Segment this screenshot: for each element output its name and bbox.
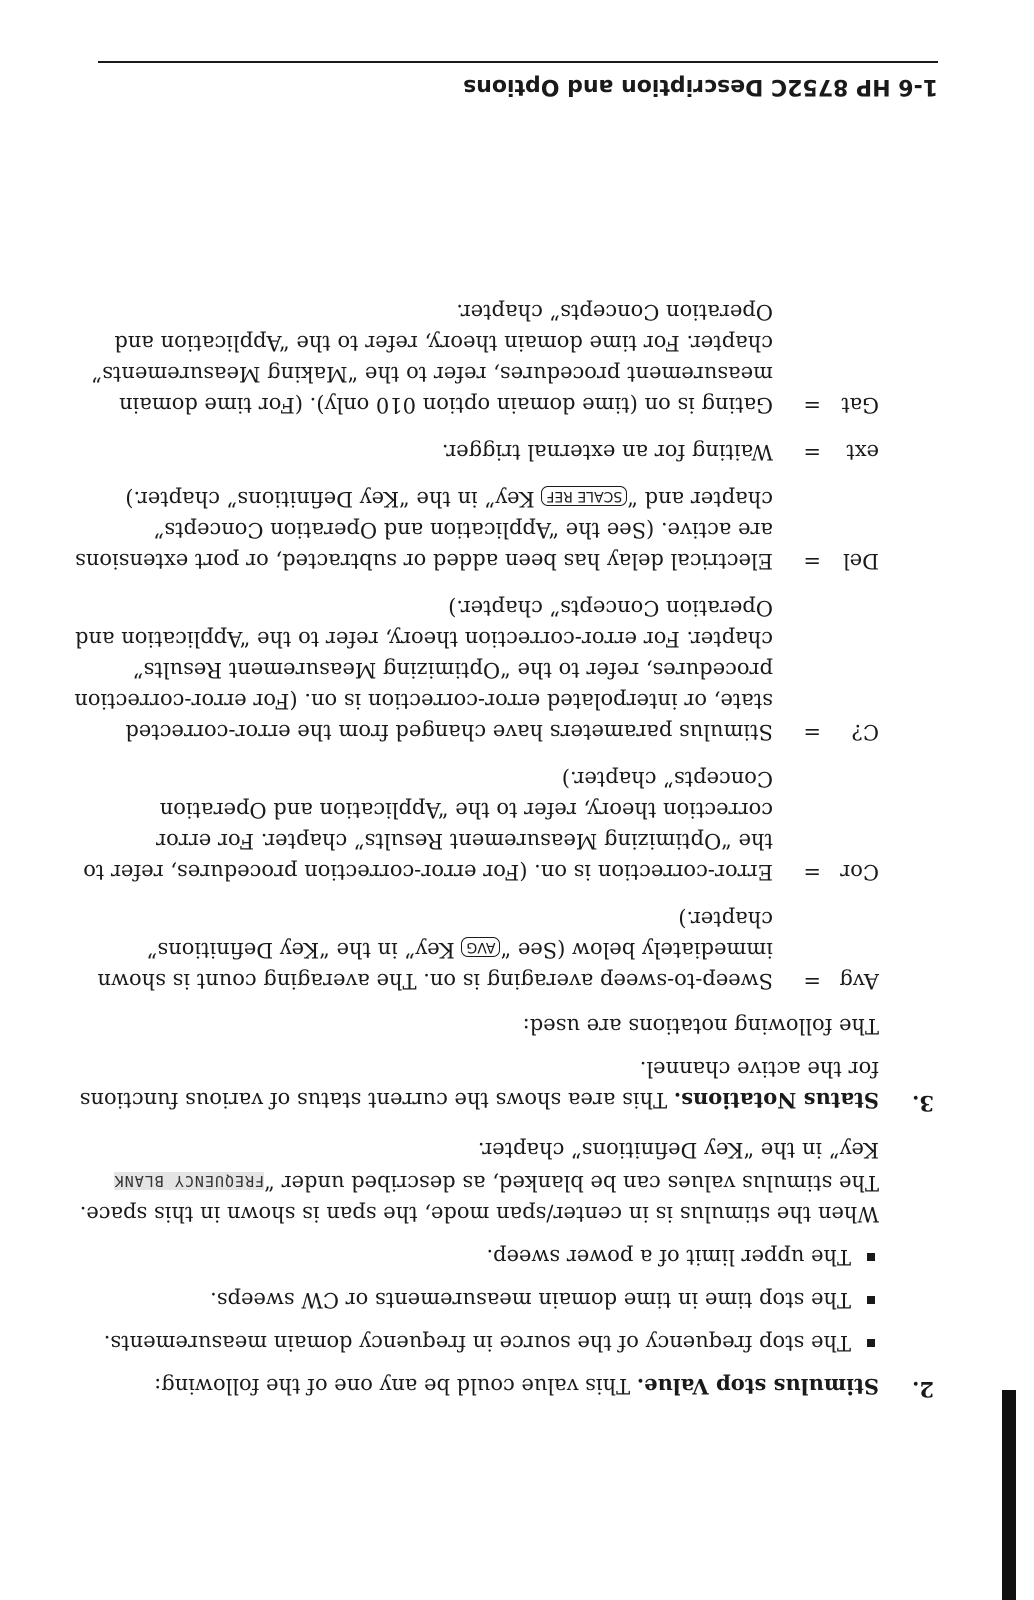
- notation-row-avg: [74, 887, 879, 996]
- bullet-item: The upper limit of a power sweep.: [74, 1241, 879, 1272]
- notation-description: Gating is on (time domain option 010 only). (For time domain measurement procedures, refer to the “Making Measurements” chapter. For time domain theory, refer to the “Application and Operation Concepts” chapter.: [91, 300, 773, 417]
- notation-equals: =: [803, 393, 821, 417]
- margin-change-bar: [1002, 1390, 1016, 1600]
- avg-key: AVG: [461, 937, 500, 957]
- notation-row-c: [74, 576, 879, 747]
- span-paragraph-b: Key” in the “Key Definitions” chapter.: [477, 1138, 879, 1162]
- notation-term: Del: [843, 549, 879, 573]
- notations-lead: The following notations are used:: [522, 1014, 879, 1038]
- notation-term: Cor: [840, 860, 879, 884]
- bullet-item: The stop time in time domain measurements or CW sweeps.: [74, 1284, 879, 1315]
- notation-description: Error-correction is on. (For error-correction procedures, refer to the “Optimizing Measurement Results” chapter. For error correction theory, refer to the “Application and Operation Concepts” chapter.): [83, 767, 773, 884]
- span-paragraph-a: When the stimulus is in center/span mode, the span is shown in this space. The stimulus values can be blanked, as described under “: [79, 1171, 879, 1226]
- notation-description: Stimulus parameters have changed from the error-corrected state, or interpolated error-correction is on. (For error-correction procedures, refer to the “Optimizing Measurement Results” chapter. For error-correction theory, refer to the “Application and Operation Concepts” chapter.): [74, 596, 773, 744]
- notation-table: [74, 280, 879, 996]
- notation-row-del: [74, 467, 879, 576]
- body-content: [74, 280, 934, 1402]
- notation-row-cor: [74, 747, 879, 887]
- notation-equals: =: [803, 440, 821, 464]
- item-number: 3.: [912, 1091, 934, 1116]
- item-intro-text: This area shows the current status of various functions for the active channel.: [79, 1057, 879, 1112]
- bullet-list: [74, 1241, 879, 1358]
- item-title: Stimulus stop Value.: [636, 1374, 879, 1399]
- running-head-text: 1-6 HP 8752C Description and Options: [463, 74, 938, 99]
- notation-row-ext: [74, 420, 879, 467]
- scale-ref-key: SCALE REF: [541, 486, 627, 506]
- notation-row-gat: [74, 280, 879, 420]
- span-paragraph: [74, 1134, 879, 1229]
- notation-term: ext: [846, 440, 879, 464]
- item-number: 2.: [912, 1377, 934, 1402]
- notation-description: Sweep-to-sweep averaging is on. The averaging count is shown immediately below (See “AVG Key” in the “Key Definitions” chapter.): [97, 907, 773, 993]
- notation-equals: =: [803, 549, 821, 573]
- item-intro-text: This value could be any one of the following:: [154, 1374, 631, 1398]
- notation-description: Electrical delay has been added or subtracted, or port extensions are active. (See the “Application and Operation Concepts” chapter and “SCALE REF Key” in the “Key Definitions” chapter.): [75, 487, 773, 573]
- frequency-blank-softkey: FREQUENCY BLANK: [113, 1172, 265, 1190]
- notation-term: Gat: [841, 393, 879, 417]
- notation-term: C?: [851, 720, 879, 744]
- running-head: [98, 61, 938, 103]
- bullet-item: The stop frequency of the source in frequency domain measurements.: [74, 1327, 879, 1358]
- notation-description: Waiting for an external trigger.: [441, 440, 773, 464]
- notation-equals: =: [803, 969, 821, 993]
- item-intro: [74, 1053, 879, 1116]
- notation-equals: =: [803, 720, 821, 744]
- item-intro: [74, 1370, 879, 1402]
- item-stimulus-stop-value: [74, 1134, 934, 1402]
- notation-term: Avg: [839, 969, 879, 993]
- item-status-notations: [74, 280, 934, 1116]
- item-title: Status Notations.: [673, 1088, 879, 1113]
- notation-equals: =: [803, 860, 821, 884]
